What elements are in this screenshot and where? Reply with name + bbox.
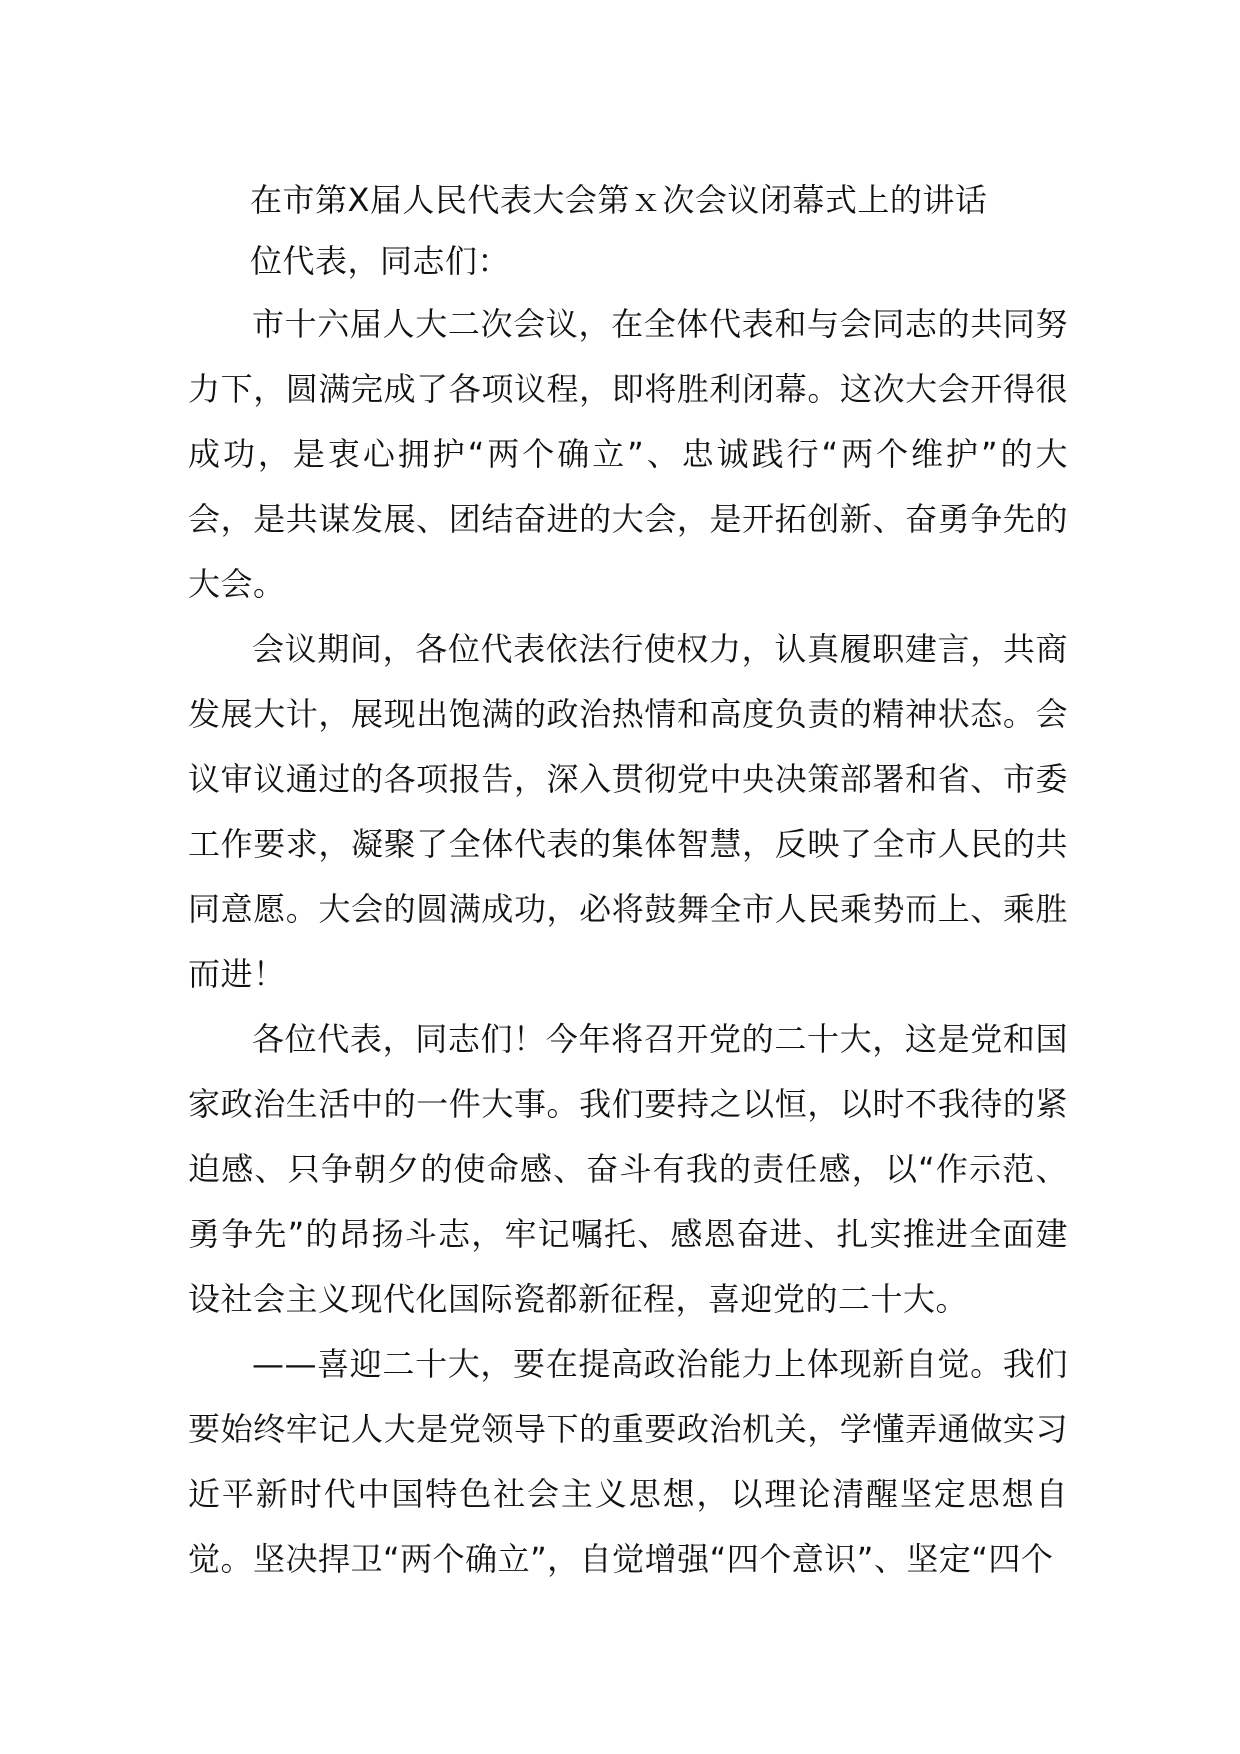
- document-body: [188, 170, 1068, 1592]
- paragraph-3: 各位代表，同志们！今年将召开党的二十大，这是党和国家政治生活中的一件大事。我们要持之以恒，以时不我待的紧迫感、只争朝夕的使命感、奋斗有我的责任感，以“作示范、勇争先”的昂扬斗志，牢记嘱托、感恩奋进、扎实推进全面建设社会主义现代化国际瓷都新征程，喜迎党的二十大。: [188, 1020, 1068, 1318]
- speech-title: 在市第Ⅹ届人民代表大会第ｘ次会议闭幕式上的讲话: [250, 181, 988, 219]
- paragraph-2: 会议期间，各位代表依法行使权力，认真履职建言，共商发展大计，展现出饱满的政治热情和高度负责的精神状态。会议审议通过的各项报告，深入贯彻党中央决策部署和省、市委工作要求，凝聚了全体代表的集体智慧，反映了全市人民的共同意愿。大会的圆满成功，必将鼓舞全市人民乘势而上、乘胜而进！: [188, 630, 1068, 993]
- paragraph-4: ——喜迎二十大，要在提高政治能力上体现新自觉。我们要始终牢记人大是党领导下的重要政治机关，学懂弄通做实习近平新时代中国特色社会主义思想，以理论清醒坚定思想自觉。坚决捍卫“两个确立”，自觉增强“四个意识”、坚定“四个: [188, 1345, 1068, 1578]
- paragraph-1: 市十六届人大二次会议，在全体代表和与会同志的共同努力下，圆满完成了各项议程，即将胜利闭幕。这次大会开得很成功，是衷心拥护“两个确立”、忠诚践行“两个维护”的大会，是共谋发展、团结奋进的大会，是开拓创新、奋勇争先的大会。: [188, 305, 1068, 603]
- salutation: 位代表，同志们：: [250, 242, 511, 280]
